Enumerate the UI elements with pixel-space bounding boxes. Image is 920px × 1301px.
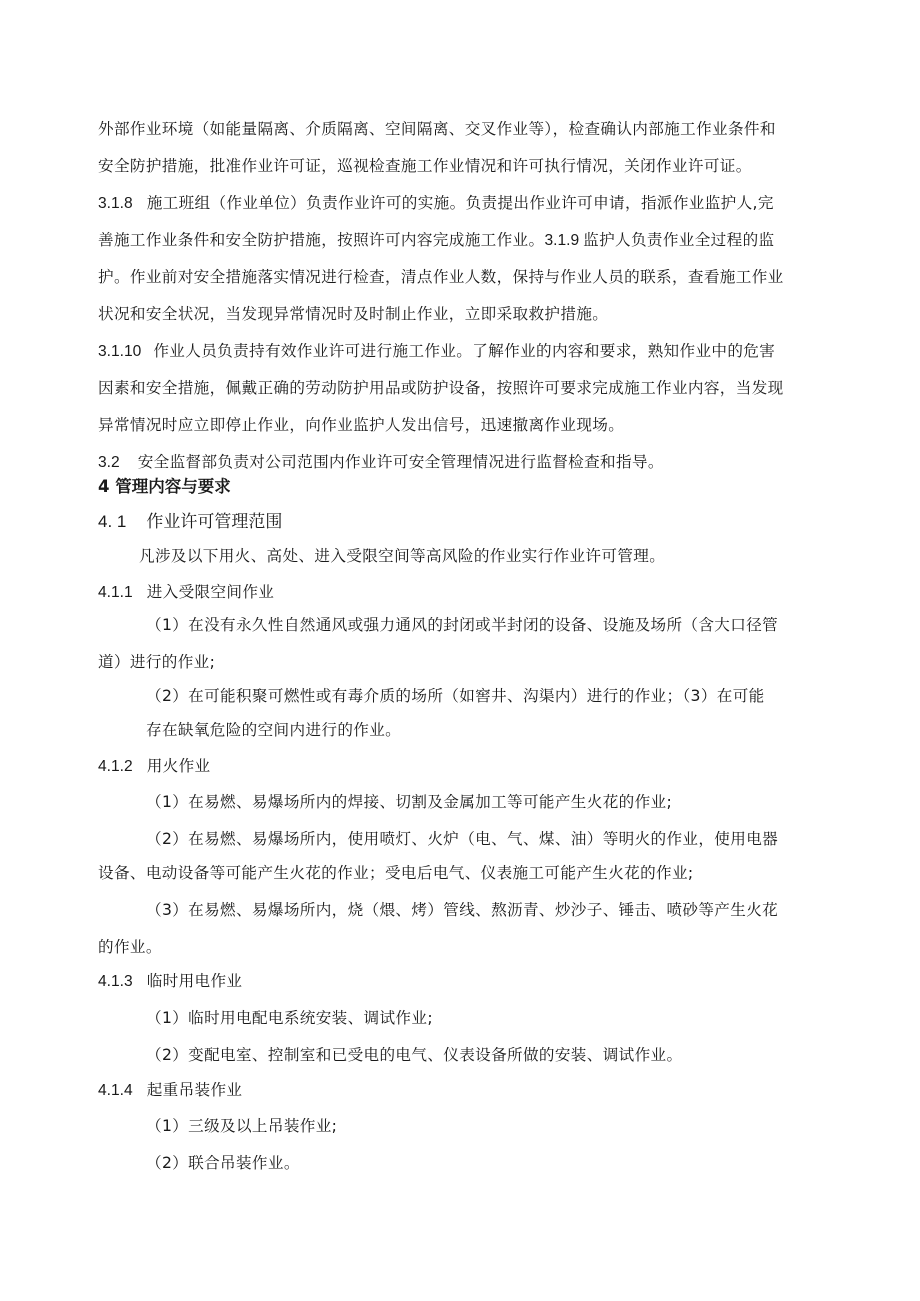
item-3-1-9-line-4: 状况和安全状况，当发现异常情况时及时制止作业，立即采取救护措施。 [98,305,609,323]
list-item-continuation: 的作业。 [98,938,162,956]
item-3-1-10-line-1: 3.1.10 作业人员负责持有效作业许可进行施工作业。了解作业的内容和要求，熟知作业中的危害 [98,342,776,360]
list-item-continuation: 设备、电动设备等可能产生火花的作业；受电后电气、仪表施工可能产生火花的作业; [98,864,694,882]
section-title: 作业许可管理范围 [146,512,283,532]
list-item-continuation: 道）进行的作业; [98,653,216,671]
subsection-4-1-2-heading [98,756,210,777]
list-item: （2）在可能积聚可燃性或有毒介质的场所（如窖井、沟渠内）进行的作业；（3）在可能 [146,687,765,705]
section-number: 4.1.3 [98,973,133,990]
list-item: （1）三级及以上吊装作业; [146,1117,338,1135]
list-item: （1）在易燃、易爆场所内的焊接、切割及金属加工等可能产生火花的作业; [146,793,673,811]
list-item-continuation: 存在缺氧危险的空间内进行的作业。 [146,721,402,739]
section-title: 起重吊装作业 [146,1081,243,1099]
item-3-2: 3.2 安全监督部负责对公司范围内作业许可安全管理情况进行监督检查和指导。 [98,453,664,471]
subsection-4-1-3-heading [98,971,242,992]
item-number: 3.1.9 [544,232,580,249]
paragraph-3-1-7-line-1: 外部作业环境（如能量隔离、介质隔离、空间隔离、交叉作业等），检查确认内部施工作业条件和 [98,120,776,138]
item-number: 3.1.10 [98,343,142,360]
list-item: （2）在易燃、易爆场所内，使用喷灯、火炉（电、气、煤、油）等明火的作业，使用电器 [146,830,779,848]
section-title: 用火作业 [146,757,211,775]
section-number: 4.1.1 [98,584,133,601]
section-title: 临时用电作业 [146,972,243,990]
item-number: 3.1.8 [98,195,133,212]
list-item: （3）在易燃、易爆场所内，烧（煨、烤）管线、熬沥青、炒沙子、锤击、喷砂等产生火花 [146,901,779,919]
item-3-1-8-line-1: 3.1.8 施工班组（作业单位）负责作业许可的实施。负责提出作业许可申请，指派作业监护人,完 [98,194,774,212]
list-item: （1）临时用电配电系统安装、调试作业; [146,1009,433,1027]
section-title: 进入受限空间作业 [146,583,275,601]
item-3-1-10-line-2: 因素和安全措施，佩戴正确的劳动防护用品或防护设备，按照许可要求完成施工作业内容，当发现 [98,379,784,397]
subsection-4-1-1-heading [98,582,274,603]
section-number: 4.1.4 [98,1082,133,1099]
subsection-4-1-4-heading [98,1080,242,1101]
section-number: 4.1.2 [98,758,133,775]
paragraph-3-1-7-line-2: 安全防护措施，批准作业许可证，巡视检查施工作业情况和许可执行情况，关闭作业许可证。 [98,157,752,175]
section-4-1-intro: 凡涉及以下用火、高处、进入受限空间等高风险的作业实行作业许可管理。 [139,547,666,565]
section-4-1-heading [98,512,282,532]
list-item: （1）在没有永久性自然通风或强力通风的封闭或半封闭的设备、设施及场所（含大口径管 [146,616,779,634]
item-3-1-8-line-2: 善施工作业条件和安全防护措施，按照许可内容完成施工作业。3.1.9 监护人负责作业全过程的监 [98,231,775,249]
list-item: （2）联合吊装作业。 [146,1154,300,1172]
section-number: 4. 1 [98,512,127,531]
item-3-1-10-line-3: 异常情况时应立即停止作业，向作业监护人发出信号，迅速撤离作业现场。 [98,416,625,434]
section-4-heading: 4 管理内容与要求 [98,477,231,496]
item-3-1-9-line-3: 护。作业前对安全措施落实情况进行检查，清点作业人数，保持与作业人员的联系，查看施工作业 [98,268,784,286]
list-item: （2）变配电室、控制室和已受电的电气、仪表设备所做的安装、调试作业。 [146,1046,683,1064]
item-number: 3.2 [98,454,120,471]
